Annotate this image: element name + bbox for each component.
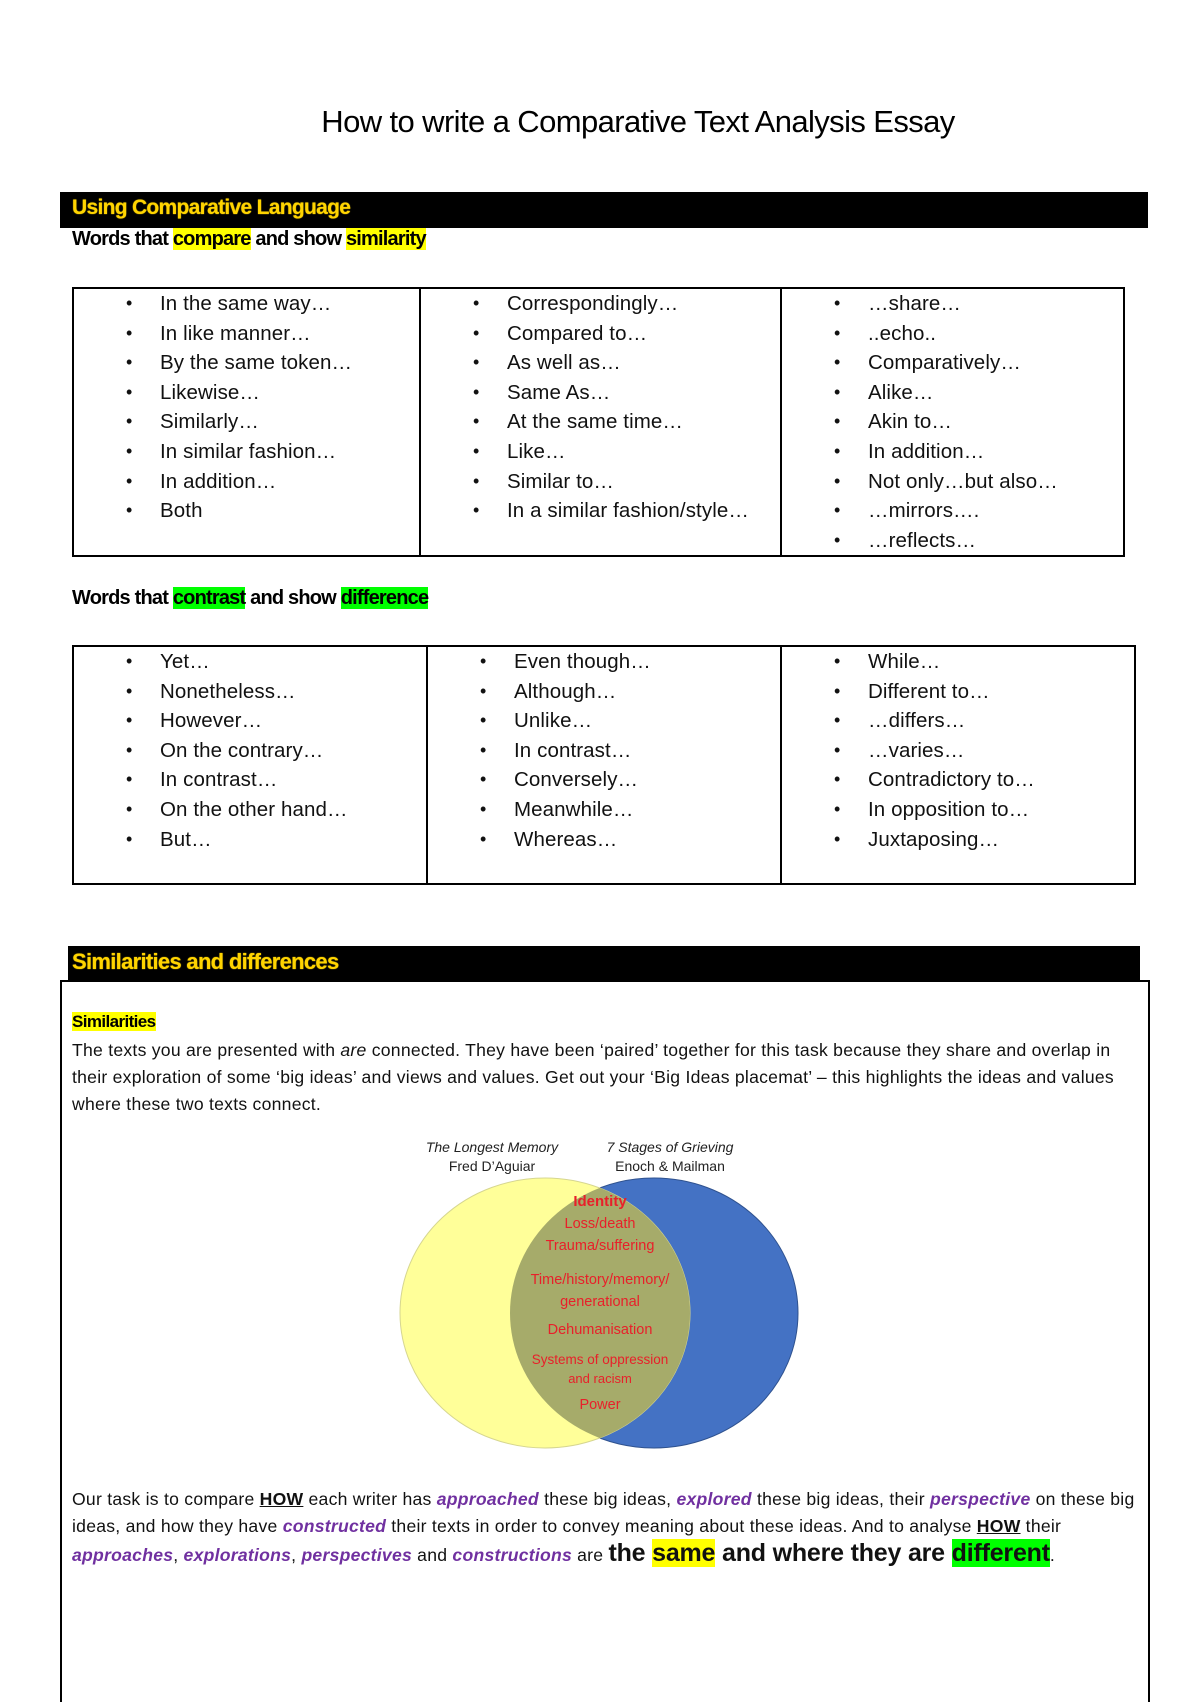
- list-item: • Contradictory to…: [782, 765, 1134, 795]
- venn-idea-label: Trauma/suffering: [545, 1238, 655, 1254]
- list-item: • …varies…: [782, 736, 1134, 766]
- list-item: • Compared to…: [421, 319, 780, 349]
- venn-diagram: [380, 1128, 820, 1468]
- section-bar-similarities: [68, 946, 1140, 980]
- list-item: • While…: [782, 647, 1134, 677]
- table-column: [73, 646, 427, 884]
- contrast-words-table: [72, 645, 1136, 885]
- keyword-approaches: approaches: [72, 1545, 174, 1565]
- list-item: • …share…: [782, 289, 1123, 319]
- para-text: connected. They have been ‘paired’ together for this task because they share and overlap in their exploration of some ‘big ideas’ and views and values. Get out your ‘Big Ideas placemat’ – this highlights the ideas and values where these two texts connect.: [72, 1040, 1114, 1114]
- list-item: • In contrast…: [428, 736, 780, 766]
- list-item: • In contrast…: [74, 765, 426, 795]
- list-item: • Akin to…: [782, 407, 1123, 437]
- list-item: • Although…: [428, 677, 780, 707]
- venn-idea-label: Power: [579, 1397, 621, 1413]
- list-item: • On the contrary…: [74, 736, 426, 766]
- similarities-heading: [72, 1012, 156, 1032]
- highlight-similarity: similarity: [345, 228, 426, 250]
- keyword-constructed: constructed: [282, 1516, 387, 1536]
- list-item: • …differs…: [782, 706, 1134, 736]
- heading-text: Words that: [72, 228, 173, 250]
- list-item: • …reflects…: [782, 526, 1123, 556]
- list-item: • As well as…: [421, 348, 780, 378]
- list-item: • In similar fashion…: [74, 437, 419, 467]
- para-text: each writer has: [303, 1489, 437, 1509]
- list-item: • Even though…: [428, 647, 780, 677]
- list-item: • ..echo..: [782, 319, 1123, 349]
- table-column: [781, 646, 1135, 884]
- highlight-contrast: contrast: [172, 587, 246, 609]
- venn-idea-label: Time/history/memory/: [530, 1272, 670, 1288]
- keyword-perspectives: perspectives: [301, 1545, 413, 1565]
- para-text: ,: [291, 1545, 302, 1565]
- similarity-words-table: [72, 287, 1125, 557]
- list-item: • Conversely…: [428, 765, 780, 795]
- page-title: How to write a Comparative Text Analysis Essay: [321, 104, 955, 139]
- table-column: [73, 288, 420, 556]
- keyword-how: HOW: [259, 1489, 304, 1509]
- para-text: The texts you are presented with: [72, 1040, 341, 1060]
- keyword-constructions: constructions: [452, 1545, 572, 1565]
- section-bar-comparative-language: [60, 192, 1148, 228]
- list-item: • Different to…: [782, 677, 1134, 707]
- para-text: Our task is to compare: [72, 1489, 260, 1509]
- list-item: • Similar to…: [421, 467, 780, 497]
- venn-idea-label: generational: [560, 1294, 640, 1310]
- list-item: • Alike…: [782, 378, 1123, 408]
- heading-text: Words that: [72, 587, 173, 609]
- keyword-explored: explored: [676, 1489, 752, 1509]
- keyword-approached: approached: [436, 1489, 539, 1509]
- keyword-perspective: perspective: [929, 1489, 1031, 1509]
- para-text: these big ideas,: [538, 1489, 677, 1509]
- list-item: • But…: [74, 825, 426, 855]
- section-title: Using Comparative Language: [72, 196, 351, 219]
- venn-idea-label: Loss/death: [564, 1216, 636, 1232]
- para-text: and: [412, 1545, 453, 1565]
- highlight-difference: difference: [340, 587, 429, 609]
- list-item: • Meanwhile…: [428, 795, 780, 825]
- venn-idea-label: Identity: [573, 1193, 627, 1210]
- para-text: these big ideas, their: [751, 1489, 930, 1509]
- list-item: • Comparatively…: [782, 348, 1123, 378]
- list-item: • In addition…: [74, 467, 419, 497]
- list-item: • Unlike…: [428, 706, 780, 736]
- para-text: ,: [173, 1545, 184, 1565]
- emphasis-text: and where they are: [715, 1539, 952, 1567]
- list-item: • Like…: [421, 437, 780, 467]
- list-item: • Same As…: [421, 378, 780, 408]
- highlight-same: same: [652, 1539, 716, 1567]
- list-item: • Likewise…: [74, 378, 419, 408]
- venn-idea-label: Dehumanisation: [547, 1322, 653, 1338]
- list-item: • On the other hand…: [74, 795, 426, 825]
- venn-left-author: Fred D’Aguiar: [448, 1158, 536, 1174]
- venn-right-author: Enoch & Mailman: [615, 1158, 725, 1174]
- list-item: • Not only…but also…: [782, 467, 1123, 497]
- contrast-heading: [72, 587, 428, 610]
- list-item: • In like manner…: [74, 319, 419, 349]
- list-item: • By the same token…: [74, 348, 419, 378]
- venn-left-title: The Longest Memory: [425, 1139, 559, 1155]
- venn-idea-label: Systems of oppression: [531, 1352, 669, 1367]
- list-item: • However…: [74, 706, 426, 736]
- keyword-explorations: explorations: [183, 1545, 292, 1565]
- similarity-heading: [72, 228, 426, 251]
- heading-text: and show: [250, 228, 346, 250]
- list-item: • In a similar fashion/style…: [421, 496, 780, 526]
- highlight-different: different: [951, 1539, 1050, 1567]
- list-item: • Yet…: [74, 647, 426, 677]
- para-emphasis: are: [340, 1040, 367, 1060]
- para-text: on these big ideas, and how they have: [72, 1489, 1135, 1536]
- intro-paragraph: [72, 1037, 1122, 1118]
- section-title: Similarities and differences: [72, 949, 339, 974]
- table-column: [427, 646, 781, 884]
- list-item: • In addition…: [782, 437, 1123, 467]
- highlight-similarities: Similarities: [72, 1012, 156, 1031]
- para-text: their: [1020, 1516, 1062, 1536]
- list-item: • Correspondingly…: [421, 289, 780, 319]
- table-column: [420, 288, 781, 556]
- para-text: are: [572, 1545, 609, 1565]
- list-item: • …mirrors….: [782, 496, 1123, 526]
- para-text: .: [1049, 1545, 1055, 1565]
- heading-text: and show: [245, 587, 341, 609]
- list-item: • Both: [74, 496, 419, 526]
- list-item: • Similarly…: [74, 407, 419, 437]
- list-item: • In the same way…: [74, 289, 419, 319]
- task-paragraph: [72, 1486, 1137, 1569]
- highlight-compare: compare: [172, 228, 251, 250]
- list-item: • Whereas…: [428, 825, 780, 855]
- list-item: • Juxtaposing…: [782, 825, 1134, 855]
- venn-right-title: 7 Stages of Grieving: [606, 1139, 734, 1155]
- list-item: • Nonetheless…: [74, 677, 426, 707]
- emphasis-text: the: [608, 1539, 653, 1567]
- venn-idea-label: and racism: [568, 1371, 632, 1386]
- list-item: • In opposition to…: [782, 795, 1134, 825]
- para-text: their texts in order to convey meaning about these ideas. And to analyse: [386, 1516, 977, 1536]
- table-column: [781, 288, 1124, 556]
- list-item: • At the same time…: [421, 407, 780, 437]
- keyword-how: HOW: [976, 1516, 1021, 1536]
